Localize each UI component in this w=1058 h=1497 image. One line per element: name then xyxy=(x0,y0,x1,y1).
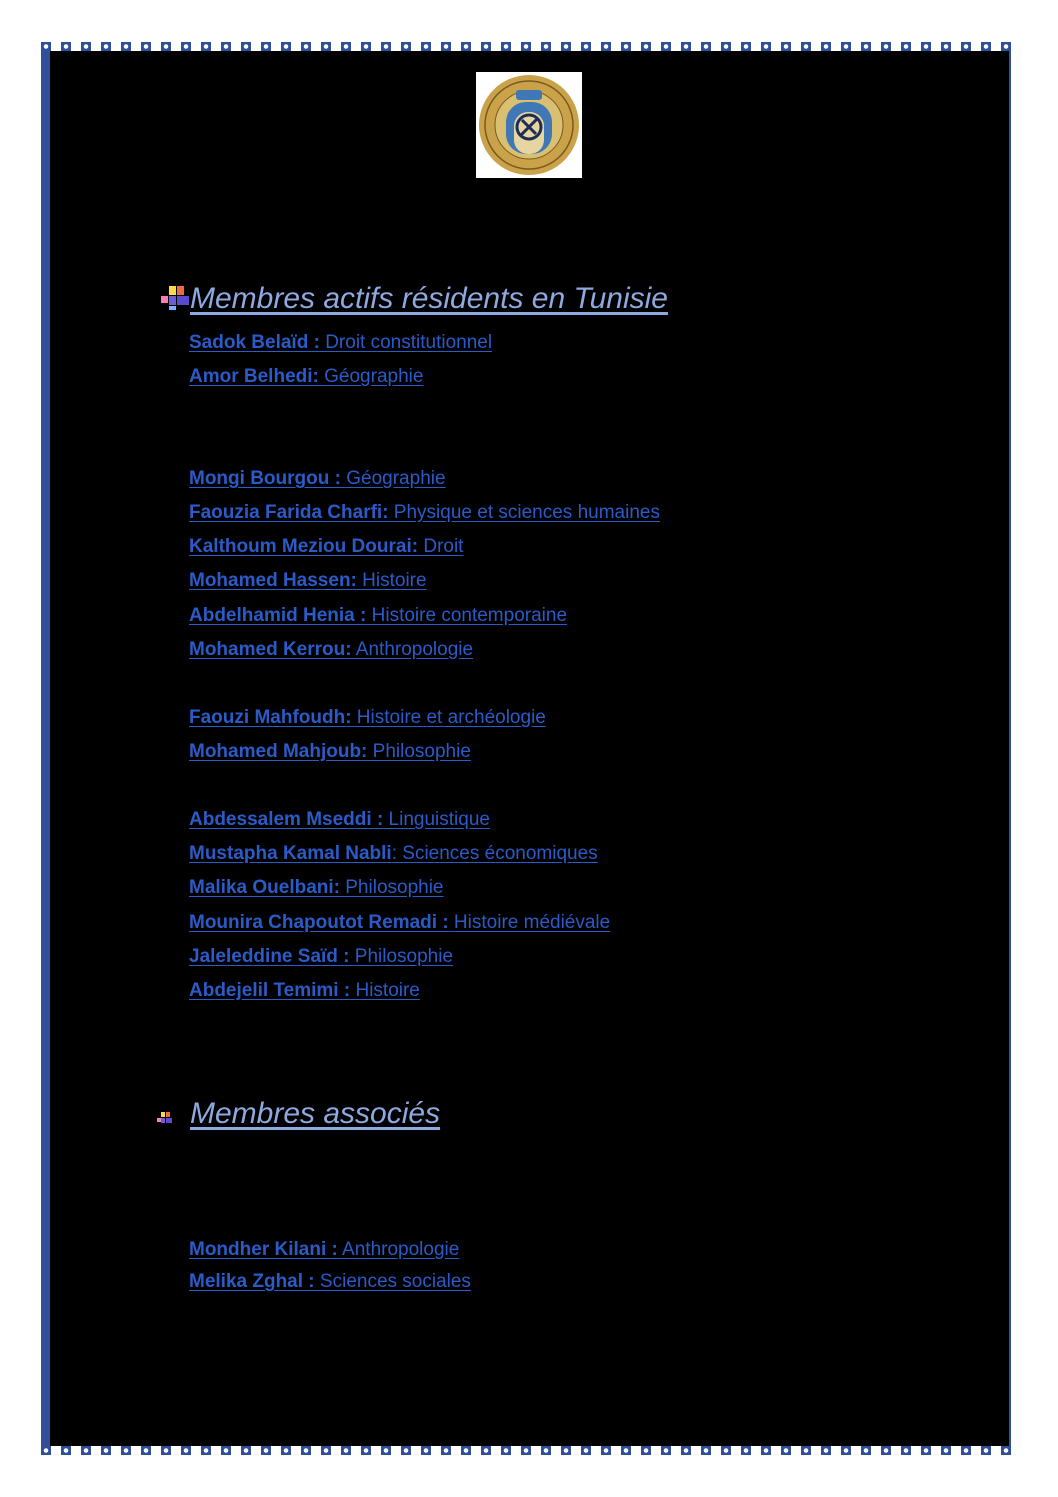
page-frame xyxy=(41,42,1018,1455)
member-entry[interactable]: Sadok Belaïd : Droit constitutionnel xyxy=(189,332,493,353)
member-entry[interactable]: Mongi Bourgou : Géographie xyxy=(189,468,446,489)
member-entry[interactable]: Kalthoum Meziou Dourai: Droit xyxy=(189,536,464,557)
section-bullet-icon xyxy=(161,286,191,312)
member-entry[interactable]: Malika Ouelbani: Philosophie xyxy=(189,877,444,898)
section-title-associate-members: Membres associés xyxy=(190,1097,441,1130)
institution-seal-logo xyxy=(476,72,582,178)
member-entry[interactable]: Abdessalem Mseddi : Linguistique xyxy=(189,809,490,830)
member-entry[interactable]: Mohamed Mahjoub: Philosophie xyxy=(189,741,471,762)
section-title-active-members: Membres actifs résidents en Tunisie xyxy=(190,282,668,315)
seal-icon xyxy=(476,72,582,178)
member-entry[interactable]: Mondher Kilani : Anthropologie xyxy=(189,1239,460,1260)
member-entry[interactable]: Melika Zghal : Sciences sociales xyxy=(189,1271,471,1292)
member-entry[interactable]: Mounira Chapoutot Remadi : Histoire médiévale xyxy=(189,912,611,933)
section-bullet-icon xyxy=(157,1112,173,1126)
member-entry[interactable]: Faouzi Mahfoudh: Histoire et archéologie xyxy=(189,707,546,728)
member-entry[interactable]: Mohamed Hassen: Histoire xyxy=(189,570,427,591)
member-entry[interactable]: Mustapha Kamal Nabli: Sciences économiques xyxy=(189,843,598,864)
member-entry[interactable]: Abdelhamid Henia : Histoire contemporaine xyxy=(189,605,568,626)
member-entry[interactable]: Faouzia Farida Charfi: Physique et sciences humaines xyxy=(189,502,660,523)
member-entry[interactable]: Mohamed Kerrou: Anthropologie xyxy=(189,639,474,660)
member-entry[interactable]: Jaleleddine Saïd : Philosophie xyxy=(189,946,454,967)
member-entry[interactable]: Amor Belhedi: Géographie xyxy=(189,366,424,387)
member-entry[interactable]: Abdejelil Temimi : Histoire xyxy=(189,980,420,1001)
